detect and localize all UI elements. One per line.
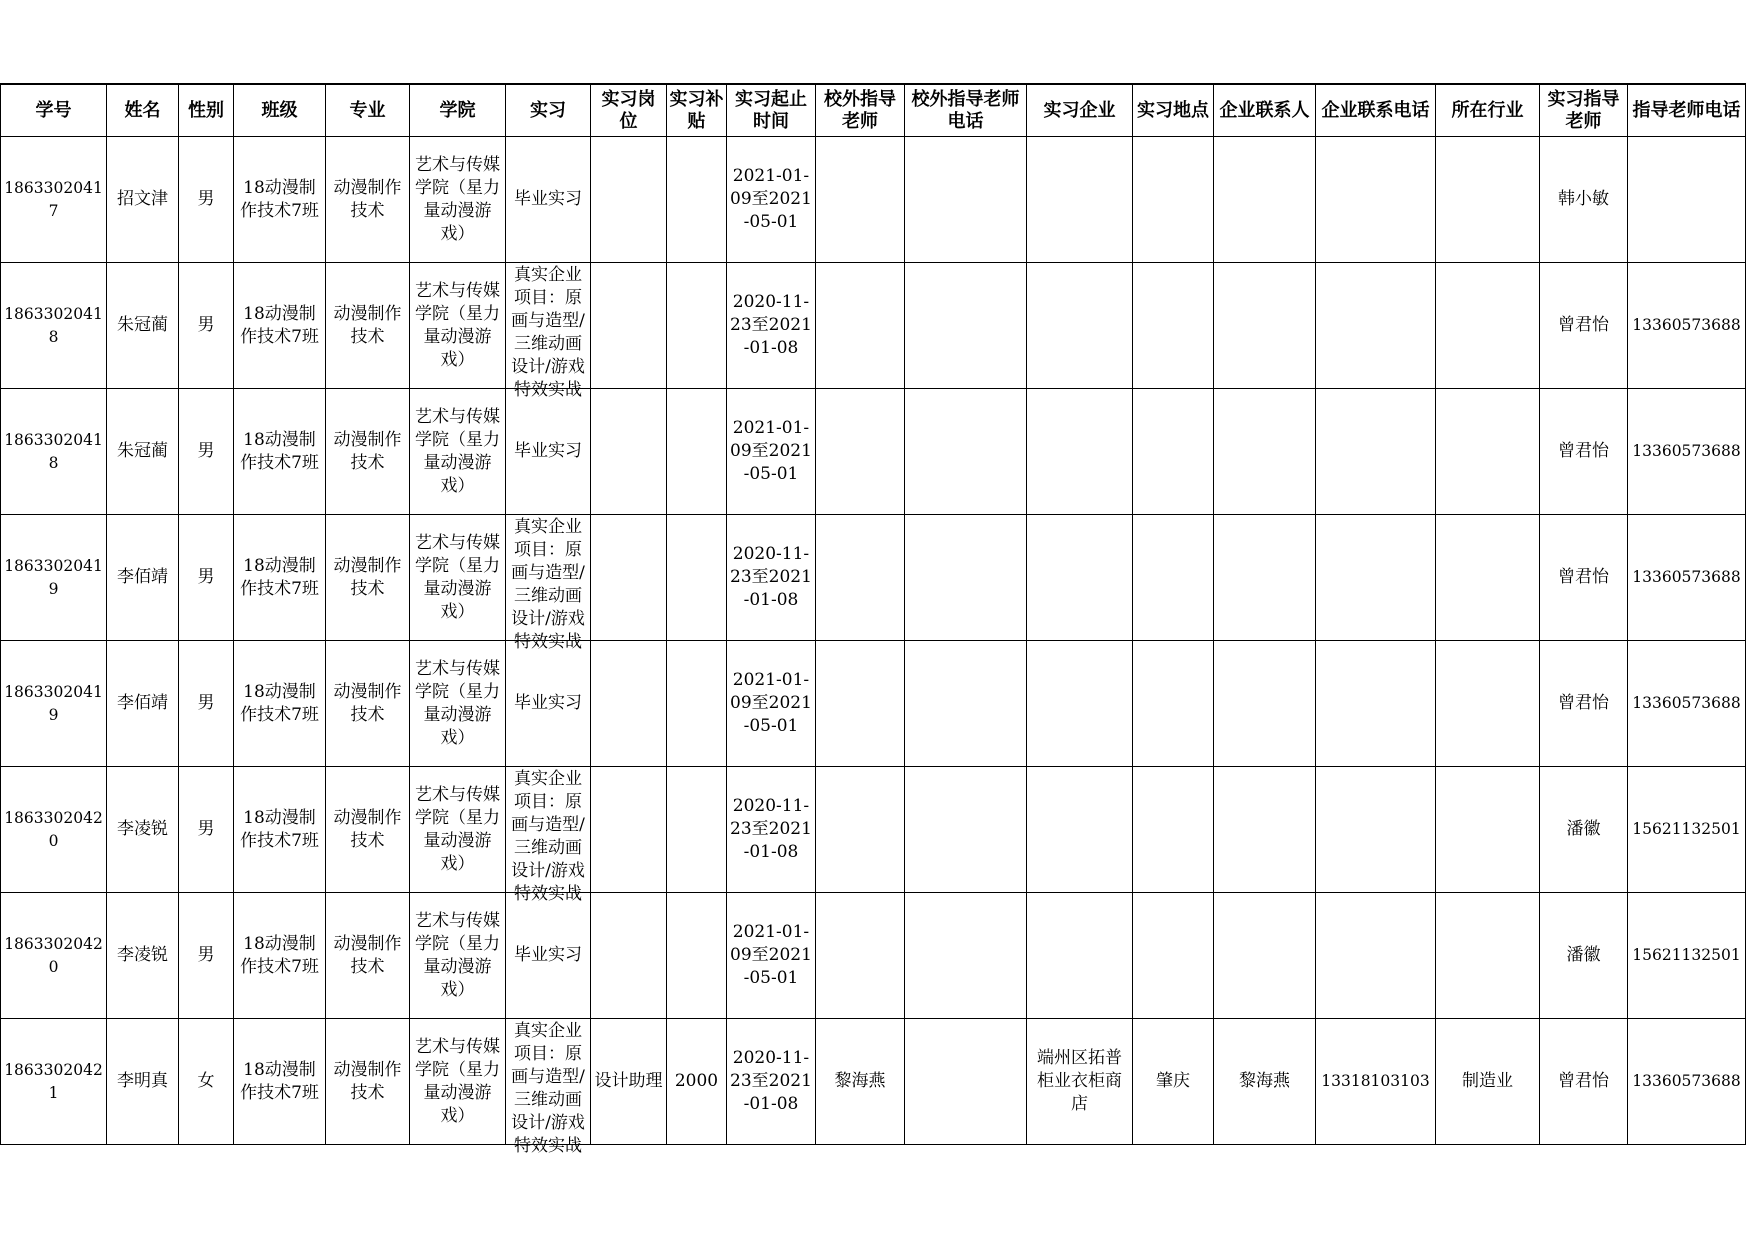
cell-industry[interactable] xyxy=(1436,263,1540,389)
table-row xyxy=(1,641,1746,767)
cell-position[interactable] xyxy=(591,767,667,893)
cell-industry[interactable] xyxy=(1436,641,1540,767)
cell-position[interactable] xyxy=(591,137,667,263)
cell-text: 潘徽 xyxy=(1566,819,1601,839)
cell-text: 2020-11-23至2021-01-08 xyxy=(730,1048,812,1114)
cell-tutor[interactable] xyxy=(1540,893,1628,1019)
cell-external-tutor[interactable] xyxy=(816,767,905,893)
cell-text: 端州区拓普柜业衣柜商店 xyxy=(1037,1048,1122,1114)
cell-text: 艺术与传媒学院（星力量动漫游戏） xyxy=(415,154,500,244)
cell-class[interactable] xyxy=(234,263,326,389)
cell-position[interactable] xyxy=(591,389,667,515)
cell-text: 曾君怡 xyxy=(1558,441,1609,461)
cell-name[interactable] xyxy=(107,641,179,767)
cell-college[interactable] xyxy=(410,893,506,1019)
cell-college[interactable] xyxy=(410,263,506,389)
cell-name[interactable] xyxy=(107,1019,179,1145)
cell-period[interactable] xyxy=(727,389,816,515)
table-row xyxy=(1,767,1746,893)
cell-company[interactable] xyxy=(1027,767,1133,893)
cell-text: 18动漫制作技术7班 xyxy=(240,933,319,977)
cell-external-tutor-phone[interactable] xyxy=(905,137,1027,263)
cell-company-contact[interactable] xyxy=(1214,1019,1316,1145)
cell-student-id[interactable] xyxy=(1,389,107,515)
cell-period[interactable] xyxy=(727,263,816,389)
cell-text: 13360573688 xyxy=(1632,316,1741,334)
cell-text: 真实企业项目：原画与造型/三维动画设计/游戏特效实战 xyxy=(511,769,585,904)
cell-gender[interactable] xyxy=(179,767,234,893)
header-subsidy: 实习补贴 xyxy=(667,84,727,137)
cell-text: 黎海燕 xyxy=(1239,1071,1290,1091)
cell-company-contact[interactable] xyxy=(1214,389,1316,515)
cell-external-tutor-phone[interactable] xyxy=(905,1019,1027,1145)
cell-company[interactable] xyxy=(1027,389,1133,515)
cell-external-tutor[interactable] xyxy=(816,893,905,1019)
cell-external-tutor[interactable] xyxy=(816,263,905,389)
cell-text: 艺术与传媒学院（星力量动漫游戏） xyxy=(415,280,500,370)
cell-text: 男 xyxy=(197,819,215,839)
cell-text: 真实企业项目：原画与造型/三维动画设计/游戏特效实战 xyxy=(511,1021,585,1156)
cell-tutor[interactable] xyxy=(1540,263,1628,389)
cell-position[interactable] xyxy=(591,515,667,641)
cell-student-id[interactable] xyxy=(1,641,107,767)
cell-class[interactable] xyxy=(234,641,326,767)
cell-tutor[interactable] xyxy=(1540,515,1628,641)
cell-internship[interactable] xyxy=(506,137,591,263)
cell-industry[interactable] xyxy=(1436,137,1540,263)
cell-location[interactable] xyxy=(1133,893,1214,1019)
cell-position[interactable] xyxy=(591,263,667,389)
cell-text: 毕业实习 xyxy=(514,693,582,713)
cell-location[interactable] xyxy=(1133,767,1214,893)
cell-subsidy[interactable] xyxy=(667,137,727,263)
cell-text: 18动漫制作技术7班 xyxy=(240,429,319,473)
cell-location[interactable] xyxy=(1133,389,1214,515)
cell-text: 13360573688 xyxy=(1632,442,1741,460)
cell-text: 2021-01-09至2021-05-01 xyxy=(730,922,812,988)
cell-tutor-phone[interactable] xyxy=(1628,137,1746,263)
cell-college[interactable] xyxy=(410,389,506,515)
cell-text: 曾君怡 xyxy=(1558,315,1609,335)
cell-company[interactable] xyxy=(1027,641,1133,767)
cell-text: 18633020419 xyxy=(4,682,103,724)
cell-company[interactable] xyxy=(1027,893,1133,1019)
header-external-tutor: 校外指导老师 xyxy=(816,84,905,137)
cell-tutor-phone[interactable] xyxy=(1628,767,1746,893)
cell-text: 15621132501 xyxy=(1632,946,1741,964)
cell-text: 动漫制作技术 xyxy=(333,303,402,347)
cell-external-tutor[interactable] xyxy=(816,137,905,263)
cell-college[interactable] xyxy=(410,767,506,893)
cell-internship[interactable] xyxy=(506,641,591,767)
header-external-tutor-phone: 校外指导老师电话 xyxy=(905,84,1027,137)
cell-subsidy[interactable] xyxy=(667,389,727,515)
cell-text: 招文津 xyxy=(117,189,168,209)
cell-internship[interactable] xyxy=(506,1019,591,1156)
cell-text: 2020-11-23至2021-01-08 xyxy=(730,544,812,610)
cell-student-id[interactable] xyxy=(1,263,107,389)
cell-text: 男 xyxy=(197,945,215,965)
cell-internship[interactable] xyxy=(506,515,591,652)
cell-company[interactable] xyxy=(1027,263,1133,389)
cell-location[interactable] xyxy=(1133,641,1214,767)
cell-class[interactable] xyxy=(234,767,326,893)
cell-internship[interactable] xyxy=(506,767,591,904)
cell-text: 18动漫制作技术7班 xyxy=(240,681,319,725)
cell-company-phone[interactable] xyxy=(1316,767,1436,893)
cell-text: 毕业实习 xyxy=(514,189,582,209)
table-row xyxy=(1,893,1746,1019)
cell-text: 韩小敏 xyxy=(1558,189,1609,209)
cell-text: 男 xyxy=(197,189,215,209)
cell-text: 18动漫制作技术7班 xyxy=(240,1059,319,1103)
cell-gender[interactable] xyxy=(179,893,234,1019)
cell-industry[interactable] xyxy=(1436,893,1540,1019)
cell-company-phone[interactable] xyxy=(1316,515,1436,641)
header-tutor: 实习指导老师 xyxy=(1540,84,1628,137)
header-location: 实习地点 xyxy=(1133,84,1214,137)
cell-company-phone[interactable] xyxy=(1316,893,1436,1019)
cell-name[interactable] xyxy=(107,515,179,641)
cell-location[interactable] xyxy=(1133,1019,1214,1145)
cell-text: 15621132501 xyxy=(1632,820,1741,838)
cell-class[interactable] xyxy=(234,1019,326,1145)
cell-tutor-phone[interactable] xyxy=(1628,893,1746,1019)
cell-text: 男 xyxy=(197,441,215,461)
cell-tutor-phone[interactable] xyxy=(1628,389,1746,515)
cell-text: 13360573688 xyxy=(1632,694,1741,712)
cell-gender[interactable] xyxy=(179,389,234,515)
cell-company-contact[interactable] xyxy=(1214,641,1316,767)
cell-text: 女 xyxy=(197,1071,215,1091)
cell-subsidy[interactable] xyxy=(667,263,727,389)
cell-text: 18动漫制作技术7班 xyxy=(240,303,319,347)
cell-gender[interactable] xyxy=(179,137,234,263)
cell-text: 13360573688 xyxy=(1632,1072,1741,1090)
cell-tutor-phone[interactable] xyxy=(1628,515,1746,641)
cell-external-tutor[interactable] xyxy=(816,515,905,641)
cell-text: 18动漫制作技术7班 xyxy=(240,555,319,599)
cell-text: 曾君怡 xyxy=(1558,567,1609,587)
cell-gender[interactable] xyxy=(179,1019,234,1145)
header-internship: 实习 xyxy=(506,84,591,137)
header-company-phone: 企业联系电话 xyxy=(1316,84,1436,137)
cell-subsidy[interactable] xyxy=(667,641,727,767)
cell-text: 曾君怡 xyxy=(1558,1071,1609,1091)
cell-student-id[interactable] xyxy=(1,1019,107,1145)
cell-tutor[interactable] xyxy=(1540,641,1628,767)
cell-text: 2021-01-09至2021-05-01 xyxy=(730,418,812,484)
cell-text: 18633020420 xyxy=(4,808,103,850)
cell-college[interactable] xyxy=(410,137,506,263)
cell-company[interactable] xyxy=(1027,515,1133,641)
cell-company-contact[interactable] xyxy=(1214,515,1316,641)
cell-tutor[interactable] xyxy=(1540,1019,1628,1145)
cell-text: 真实企业项目：原画与造型/三维动画设计/游戏特效实战 xyxy=(511,265,585,400)
cell-period[interactable] xyxy=(727,137,816,263)
table-row xyxy=(1,389,1746,515)
cell-major[interactable] xyxy=(326,263,410,389)
cell-industry[interactable] xyxy=(1436,767,1540,893)
cell-external-tutor-phone[interactable] xyxy=(905,893,1027,1019)
table-body xyxy=(1,137,1746,1156)
cell-internship[interactable] xyxy=(506,893,591,1019)
cell-tutor-phone[interactable] xyxy=(1628,263,1746,389)
cell-tutor[interactable] xyxy=(1540,137,1628,263)
cell-position[interactable] xyxy=(591,1019,667,1145)
cell-text: 李佰靖 xyxy=(117,567,168,587)
cell-position[interactable] xyxy=(591,893,667,1019)
header-tutor-phone: 指导老师电话 xyxy=(1628,84,1746,137)
header-period: 实习起止时间 xyxy=(727,84,816,137)
cell-text: 18633020418 xyxy=(4,430,103,472)
header-major: 专业 xyxy=(326,84,410,137)
cell-subsidy[interactable] xyxy=(667,1019,727,1145)
header-company: 实习企业 xyxy=(1027,84,1133,137)
cell-text: 朱冠蔺 xyxy=(117,315,168,335)
cell-gender[interactable] xyxy=(179,263,234,389)
cell-company-phone[interactable] xyxy=(1316,137,1436,263)
cell-period[interactable] xyxy=(727,767,816,893)
cell-location[interactable] xyxy=(1133,137,1214,263)
cell-text: 动漫制作技术 xyxy=(333,555,402,599)
cell-text: 潘徽 xyxy=(1566,945,1601,965)
cell-external-tutor[interactable] xyxy=(816,641,905,767)
cell-period[interactable] xyxy=(727,1019,816,1145)
cell-major[interactable] xyxy=(326,767,410,893)
cell-company-phone[interactable] xyxy=(1316,389,1436,515)
cell-text: 黎海燕 xyxy=(834,1071,886,1091)
cell-text: 2020-11-23至2021-01-08 xyxy=(730,796,812,862)
cell-name[interactable] xyxy=(107,893,179,1019)
cell-major[interactable] xyxy=(326,641,410,767)
cell-text: 2021-01-09至2021-05-01 xyxy=(730,166,812,232)
header-student-id: 学号 xyxy=(1,84,107,137)
spreadsheet xyxy=(0,83,1746,1156)
cell-text: 18633020421 xyxy=(4,1060,103,1102)
cell-location[interactable] xyxy=(1133,263,1214,389)
cell-text: 李凌锐 xyxy=(117,945,168,965)
cell-text: 2000 xyxy=(674,1071,719,1091)
cell-text: 男 xyxy=(197,567,215,587)
cell-company[interactable] xyxy=(1027,137,1133,263)
cell-external-tutor-phone[interactable] xyxy=(905,767,1027,893)
cell-text: 动漫制作技术 xyxy=(333,933,402,977)
cell-text: 动漫制作技术 xyxy=(333,807,402,851)
cell-tutor[interactable] xyxy=(1540,767,1628,893)
cell-text: 18动漫制作技术7班 xyxy=(240,807,319,851)
cell-text: 男 xyxy=(197,315,215,335)
cell-external-tutor[interactable] xyxy=(816,389,905,515)
header-class: 班级 xyxy=(234,84,326,137)
cell-external-tutor[interactable] xyxy=(816,1019,905,1145)
cell-text: 13360573688 xyxy=(1632,568,1741,586)
cell-text: 肇庆 xyxy=(1156,1071,1190,1091)
cell-text: 曾君怡 xyxy=(1558,693,1609,713)
cell-text: 艺术与传媒学院（星力量动漫游戏） xyxy=(415,1036,500,1126)
cell-tutor-phone[interactable] xyxy=(1628,641,1746,767)
cell-text: 李凌锐 xyxy=(117,819,168,839)
header-industry: 所在行业 xyxy=(1436,84,1540,137)
cell-college[interactable] xyxy=(410,1019,506,1145)
cell-gender[interactable] xyxy=(179,641,234,767)
cell-company-contact[interactable] xyxy=(1214,767,1316,893)
cell-tutor[interactable] xyxy=(1540,389,1628,515)
cell-name[interactable] xyxy=(107,389,179,515)
cell-external-tutor-phone[interactable] xyxy=(905,389,1027,515)
cell-text: 艺术与传媒学院（星力量动漫游戏） xyxy=(415,784,500,874)
cell-text: 真实企业项目：原画与造型/三维动画设计/游戏特效实战 xyxy=(511,517,585,652)
table-row xyxy=(1,137,1746,263)
cell-text: 动漫制作技术 xyxy=(333,1059,402,1103)
cell-company-phone[interactable] xyxy=(1316,1019,1436,1145)
header-college: 学院 xyxy=(410,84,506,137)
cell-company-phone[interactable] xyxy=(1316,263,1436,389)
cell-company-contact[interactable] xyxy=(1214,893,1316,1019)
cell-text: 制造业 xyxy=(1462,1071,1513,1091)
cell-major[interactable] xyxy=(326,893,410,1019)
cell-name[interactable] xyxy=(107,137,179,263)
cell-internship[interactable] xyxy=(506,263,591,400)
cell-text: 18633020419 xyxy=(4,556,103,598)
cell-internship[interactable] xyxy=(506,389,591,515)
cell-student-id[interactable] xyxy=(1,767,107,893)
cell-major[interactable] xyxy=(326,1019,410,1145)
cell-subsidy[interactable] xyxy=(667,893,727,1019)
cell-major[interactable] xyxy=(326,515,410,641)
cell-text: 朱冠蔺 xyxy=(117,441,168,461)
internship-table xyxy=(0,83,1746,1156)
cell-college[interactable] xyxy=(410,515,506,641)
cell-period[interactable] xyxy=(727,515,816,641)
table-row xyxy=(1,263,1746,389)
cell-text: 动漫制作技术 xyxy=(333,681,402,725)
cell-student-id[interactable] xyxy=(1,515,107,641)
cell-name[interactable] xyxy=(107,767,179,893)
cell-class[interactable] xyxy=(234,137,326,263)
header-name: 姓名 xyxy=(107,84,179,137)
cell-text: 毕业实习 xyxy=(514,441,582,461)
cell-text: 动漫制作技术 xyxy=(333,429,402,473)
cell-text: 男 xyxy=(197,693,215,713)
header-company-contact: 企业联系人 xyxy=(1214,84,1316,137)
cell-text: 李明真 xyxy=(117,1071,168,1091)
cell-class[interactable] xyxy=(234,515,326,641)
cell-industry[interactable] xyxy=(1436,389,1540,515)
cell-gender[interactable] xyxy=(179,515,234,641)
cell-company[interactable] xyxy=(1027,1019,1133,1145)
cell-name[interactable] xyxy=(107,263,179,389)
cell-student-id[interactable] xyxy=(1,137,107,263)
cell-subsidy[interactable] xyxy=(667,515,727,641)
cell-major[interactable] xyxy=(326,389,410,515)
table-row xyxy=(1,1019,1746,1145)
cell-text: 设计助理 xyxy=(594,1071,663,1091)
cell-external-tutor-phone[interactable] xyxy=(905,641,1027,767)
cell-tutor-phone[interactable] xyxy=(1628,1019,1746,1145)
cell-text: 艺术与传媒学院（星力量动漫游戏） xyxy=(415,658,500,748)
cell-class[interactable] xyxy=(234,893,326,1019)
cell-class[interactable] xyxy=(234,389,326,515)
cell-external-tutor-phone[interactable] xyxy=(905,515,1027,641)
cell-company-contact[interactable] xyxy=(1214,263,1316,389)
cell-text: 18633020417 xyxy=(4,178,103,220)
cell-text: 艺术与传媒学院（星力量动漫游戏） xyxy=(415,910,500,1000)
cell-text: 18动漫制作技术7班 xyxy=(240,177,319,221)
header-gender: 性别 xyxy=(179,84,234,137)
header-position: 实习岗位 xyxy=(591,84,667,137)
cell-text: 13318103103 xyxy=(1321,1072,1430,1090)
cell-text: 毕业实习 xyxy=(514,945,582,965)
cell-student-id[interactable] xyxy=(1,893,107,1019)
cell-location[interactable] xyxy=(1133,515,1214,641)
cell-text: 18633020420 xyxy=(4,934,103,976)
cell-position[interactable] xyxy=(591,641,667,767)
cell-subsidy[interactable] xyxy=(667,767,727,893)
cell-text: 2020-11-23至2021-01-08 xyxy=(730,292,812,358)
cell-text: 艺术与传媒学院（星力量动漫游戏） xyxy=(415,532,500,622)
cell-company-contact[interactable] xyxy=(1214,137,1316,263)
cell-text: 18633020418 xyxy=(4,304,103,346)
cell-industry[interactable] xyxy=(1436,515,1540,641)
cell-college[interactable] xyxy=(410,641,506,767)
cell-period[interactable] xyxy=(727,893,816,1019)
cell-company-phone[interactable] xyxy=(1316,641,1436,767)
cell-period[interactable] xyxy=(727,641,816,767)
cell-text: 2021-01-09至2021-05-01 xyxy=(730,670,812,736)
header-row xyxy=(1,84,1746,137)
cell-text: 动漫制作技术 xyxy=(333,177,402,221)
cell-major[interactable] xyxy=(326,137,410,263)
cell-external-tutor-phone[interactable] xyxy=(905,263,1027,389)
cell-industry[interactable] xyxy=(1436,1019,1540,1145)
cell-text: 艺术与传媒学院（星力量动漫游戏） xyxy=(415,406,500,496)
cell-text: 李佰靖 xyxy=(117,693,168,713)
table-row xyxy=(1,515,1746,641)
